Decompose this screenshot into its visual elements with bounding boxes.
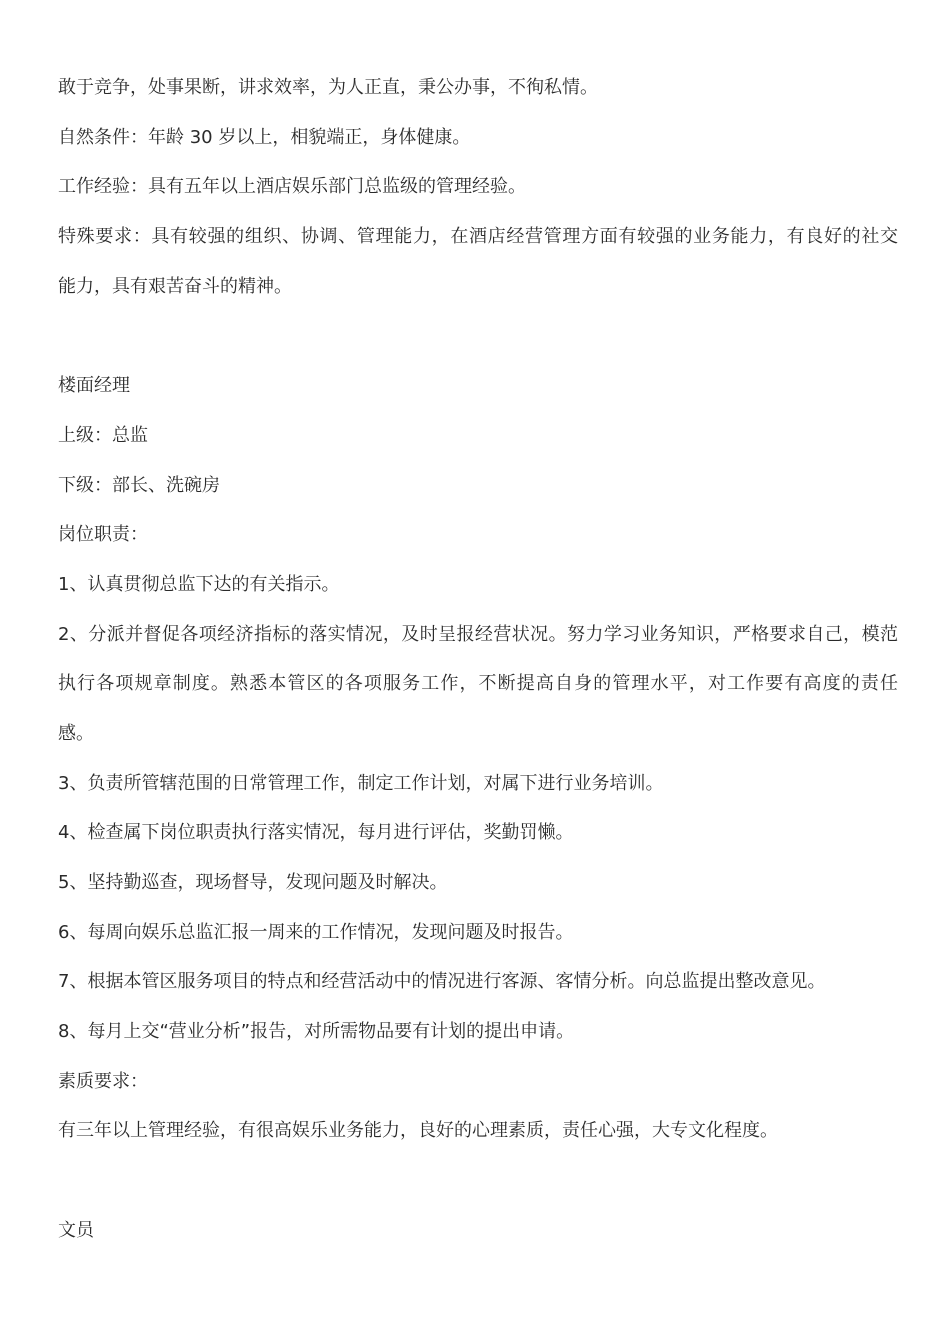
duty-item-2-line-1: 2、分派并督促各项经济指标的落实情况，及时呈报经营状况。努力学习业务知识，严格要求自己，模范 (58, 623, 898, 645)
clerk-title: 文员 (58, 1219, 94, 1241)
special-requirements-line-2: 能力，具有艰苦奋斗的精神。 (58, 275, 292, 297)
duty-item-8: 8、每月上交“营业分析”报告，对所需物品要有计划的提出申请。 (58, 1021, 575, 1043)
character-requirements: 敢于竞争，处事果断，讲求效率，为人正直，秉公办事，不徇私情。 (58, 77, 598, 98)
floor-manager-title: 楼面经理 (58, 375, 130, 397)
quality-text: 有三年以上管理经验，有很高娱乐业务能力，良好的心理素质，责任心强，大专文化程度。 (58, 1120, 778, 1142)
natural-conditions: 自然条件：年龄 30 岁以上，相貌端正，身体健康。 (58, 126, 471, 148)
quality-heading: 素质要求： (58, 1070, 148, 1092)
special-requirements-line-1: 特殊要求：具有较强的组织、协调、管理能力，在酒店经营管理方面有较强的业务能力，有良好的社交 (58, 226, 898, 248)
duty-item-5: 5、坚持勤巡查，现场督导，发现问题及时解决。 (58, 872, 448, 893)
section-spacer (58, 1163, 898, 1213)
duty-item-2-line-3: 感。 (58, 722, 94, 744)
duty-item-6: 6、每周向娱乐总监汇报一周来的工作情况，发现问题及时报告。 (58, 921, 574, 943)
duty-item-4: 4、检查属下岗位职责执行落实情况，每月进行评估，奖勤罚懒。 (58, 822, 574, 844)
floor-manager-superior: 上级：总监 (58, 424, 148, 446)
duty-item-2-line-2: 执行各项规章制度。熟悉本管区的各项服务工作，不断提高自身的管理水平，对工作要有高度的责任 (58, 673, 898, 695)
floor-manager-subordinate: 下级：部长、洗碗房 (58, 474, 220, 496)
section-spacer (58, 318, 898, 368)
work-experience: 工作经验：具有五年以上酒店娱乐部门总监级的管理经验。 (58, 176, 526, 198)
duty-item-7: 7、根据本管区服务项目的特点和经营活动中的情况进行客源、客情分析。向总监提出整改意见。 (58, 971, 826, 993)
duties-heading: 岗位职责： (58, 524, 148, 546)
duty-item-1: 1、认真贯彻总监下达的有关指示。 (58, 573, 340, 595)
duty-item-3: 3、负责所管辖范围的日常管理工作，制定工作计划，对属下进行业务培训。 (58, 772, 664, 794)
document-page (58, 70, 898, 1263)
